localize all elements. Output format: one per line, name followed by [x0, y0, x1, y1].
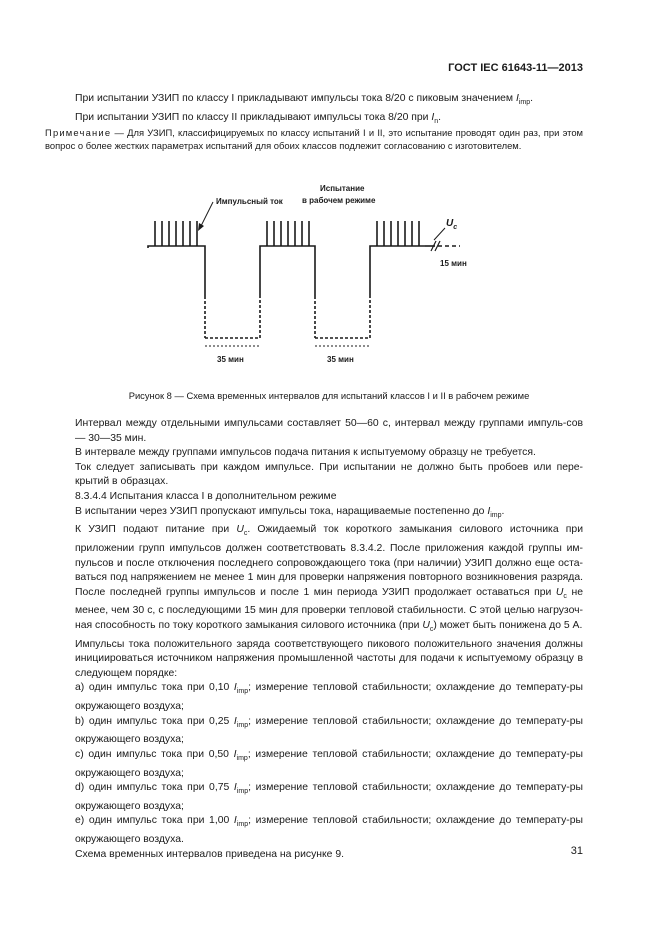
timing-diagram	[120, 178, 520, 378]
para-interval: Интервал между отдельными импульсами составляет 50—60 с, интервал между группами импуль-сов — 30—35 мин.	[75, 418, 583, 444]
body-block	[75, 417, 583, 862]
pulses-group-2	[267, 221, 309, 246]
label-15-min: 15 мин	[440, 259, 467, 268]
pulse-label-arrow	[198, 223, 204, 231]
pulse-group-2-level	[260, 246, 315, 296]
note-block	[45, 126, 583, 153]
para-impulses-increase: В испытании через УЗИП пропускают импульсы тока, наращиваемые постепенно до $I_{imp}$.	[75, 505, 505, 519]
label-uc: $U_c$	[446, 218, 458, 231]
list-item: d) один импульс тока при 0,75 $I_{imp}$; измерение тепловой стабильности; охлаждение до температу-ры окружающего воздуха;	[75, 782, 583, 812]
para-see-figure-9: Схема временных интервалов приведена на рисунке 9.	[75, 848, 345, 860]
para-record-current: Ток следует записывать при каждом импульсе. При испытании не должно быть пробоев или пере-крытий в образцах.	[75, 461, 583, 488]
label-35-min-1: 35 мин	[217, 355, 244, 364]
intro-line-2: При испытании УЗИП по классу II прикладывают импульсы тока 8/20 при $I_n$.	[75, 111, 442, 125]
list-item: а) один импульс тока при 0,10 $I_{imp}$; измерение тепловой стабильности; охлаждение до температу-ры окружающего воздуха;	[75, 682, 583, 713]
list-item: c) один импульс тока при 0,50 $I_{imp}$; измерение тепловой стабильности; охлаждение до температу-ры окружающего воздуха;	[75, 748, 583, 779]
pulse-label-leader	[200, 202, 213, 228]
page-number: 31	[570, 845, 583, 857]
note-label: Примечание	[45, 127, 112, 138]
label-test-line-2: в рабочем режиме	[302, 196, 376, 205]
para-no-power: В интервале между группами импульсов подача питания к испытуемому образцу не требуется.	[75, 447, 536, 459]
impulse-list	[75, 681, 583, 847]
document-header: ГОСТ IEC 61643-11—2013	[448, 62, 583, 74]
intro-line-1: При испытании УЗИП по классу I прикладывают импульсы тока 8/20 с пиковым значением $I_{imp}$.	[75, 93, 534, 107]
section-heading-8-3-4-4: 8.3.4.4 Испытания класса I в дополнительном режиме	[75, 490, 337, 502]
waveform	[148, 241, 460, 338]
intro-block	[75, 92, 583, 129]
note-text: — Для УЗИП, классифицируемых по классу испытаний I и II, это испытание проводят один раз, при этом вопрос о более жестких параметрах испытаний для обоих классов подлежит согласованию с изготовителем.	[45, 127, 583, 152]
pulses-group-1	[155, 221, 197, 246]
para-power-uc: К УЗИП подают питание при $U_c$. Ожидаемый ток короткого замыкания силового источника при приложении групп импульсов должен соответствовать 8.3.4.2. После приложения каждой группы им-пульсов и после отключения последнего сопровождающего тока (при наличии) УЗИП должно еще оста-ваться под напряжением не менее 1 мин для проверки напряжения повторного возникновения разряда. После последней группы импульсов и после 1 мин периода УЗИП продолжает оставаться при $U_c$ не менее, чем 30 с, с последующими 15 мин для проверки тепловой стабильности. С этой целью нагрузоч-ная способность по току короткого замыкания силового источника (при $U_c$) может быть понижена до 5 А.	[75, 524, 583, 634]
list-item: b) один импульс тока при 0,25 $I_{imp}$; измерение тепловой стабильности; охлаждение до температу-ры окружающего воздуха;	[75, 715, 583, 746]
uc-label-leader	[434, 228, 445, 240]
pulse-group-3-level	[370, 246, 425, 296]
list-item: e) один импульс тока при 1,00 $I_{imp}$; измерение тепловой стабильности; охлаждение до температу-ры окружающего воздуха.	[75, 815, 583, 846]
label-test-line-1: Испытание	[320, 184, 365, 193]
figure-caption: Рисунок 8 — Схема временных интервалов для испытаний классов I и II в рабочем режиме	[128, 390, 530, 401]
para-positive-impulses: Импульсы тока положительного заряда соответствующего пикового положительного значения должны инициироваться источником напряжения промышленной частоты для подачи к испытуемому образцу в следующем порядке:	[75, 638, 583, 679]
label-pulse-current: Импульсный ток	[216, 197, 283, 206]
pulse-group-1-level	[148, 246, 205, 296]
pulses-group-3	[377, 221, 419, 246]
label-35-min-2: 35 мин	[327, 355, 354, 364]
